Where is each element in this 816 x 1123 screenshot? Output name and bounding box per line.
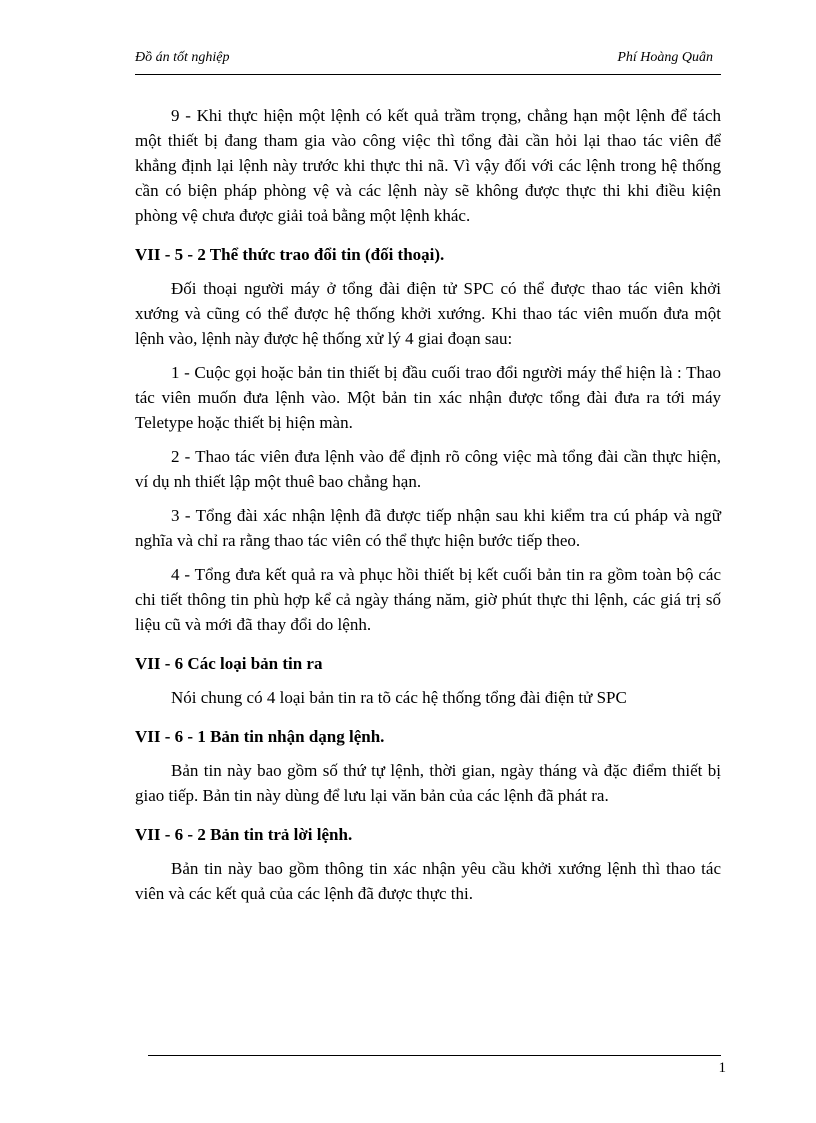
page-body: [135, 103, 721, 915]
paragraph-step-4: 4 - Tổng đưa kết quả ra và phục hồi thiết bị kết cuối bản tin ra gồm toàn bộ các chi tiết thông tin phù hợp kể cả ngày tháng năm, giờ phút thực thi lệnh, các giá trị số liệu cũ và mới đã thay đổi do lệnh.: [135, 565, 721, 634]
section-heading-vii-6-2: VII - 6 - 2 Bản tin trả lời lệnh.: [135, 825, 353, 844]
paragraph-step-3: 3 - Tổng đài xác nhận lệnh đã được tiếp nhận sau khi kiểm tra cú pháp và ngữ nghĩa và chỉ ra rằng thao tác viên có thể thực hiện bước tiếp theo.: [135, 506, 721, 550]
header-author: Phí Hoàng Quân: [617, 50, 713, 65]
paragraph-output-types: Nói chung có 4 loại bản tin ra tõ các hệ thống tổng đài điện tử SPC: [171, 688, 627, 707]
section-heading-vii-6-1: VII - 6 - 1 Bản tin nhận dạng lệnh.: [135, 727, 385, 746]
section-heading-vii-5-2: VII - 5 - 2 Thể thức trao đổi tin (đối thoại).: [135, 245, 445, 264]
paragraph-command-id-message: Bản tin này bao gồm số thứ tự lệnh, thời gian, ngày tháng và đặc điểm thiết bị giao tiếp. Bản tin này dùng để lưu lại văn bản của các lệnh đã phát ra.: [135, 761, 721, 805]
paragraph-command-reply-message: Bản tin này bao gồm thông tin xác nhận yêu cầu khởi xướng lệnh thì thao tác viên và các kết quả của các lệnh đã được thực thi.: [135, 859, 721, 903]
paragraph-step-2: 2 - Thao tác viên đưa lệnh vào để định rõ công việc mà tổng đài cần thực hiện, ví dụ nh thiết lập một thuê bao chẳng hạn.: [135, 447, 721, 491]
footer-divider: [148, 1055, 721, 1056]
paragraph-dialogue-intro: Đối thoại người máy ở tổng đài điện tử SPC có thể được thao tác viên khởi xướng và cũng có thể được hệ thống khởi xướng. Khi thao tác viên muốn đưa một lệnh vào, lệnh này được hệ thống xử lý 4 giai đoạn sau:: [135, 279, 721, 348]
header-divider: [135, 74, 721, 75]
paragraph-step-1: 1 - Cuộc gọi hoặc bản tin thiết bị đầu cuối trao đổi người máy thể hiện là : Thao tác viên muốn đưa lệnh vào. Một bản tin xác nhận được tổng đài đưa ra tới máy Teletype hoặc thiết bị hiện màn.: [135, 363, 721, 432]
section-heading-vii-6: VII - 6 Các loại bản tin ra: [135, 654, 323, 673]
page-number: 1: [718, 1060, 726, 1076]
paragraph-item-9: 9 - Khi thực hiện một lệnh có kết quả trầm trọng, chẳng hạn một lệnh để tách một thiết bị đang tham gia vào công việc thì tổng đài cần hỏi lại thao tác viên để khẳng định lại lệnh này trước khi thực thi nã. Vì vậy đối với các lệnh trong hệ thống cần có biện pháp phòng vệ và các lệnh này sẽ không được thực thi khi điều kiện phòng vệ chưa được giải toả bằng một lệnh khác.: [135, 106, 721, 225]
header-document-title: Đồ án tốt nghiệp: [135, 50, 230, 65]
